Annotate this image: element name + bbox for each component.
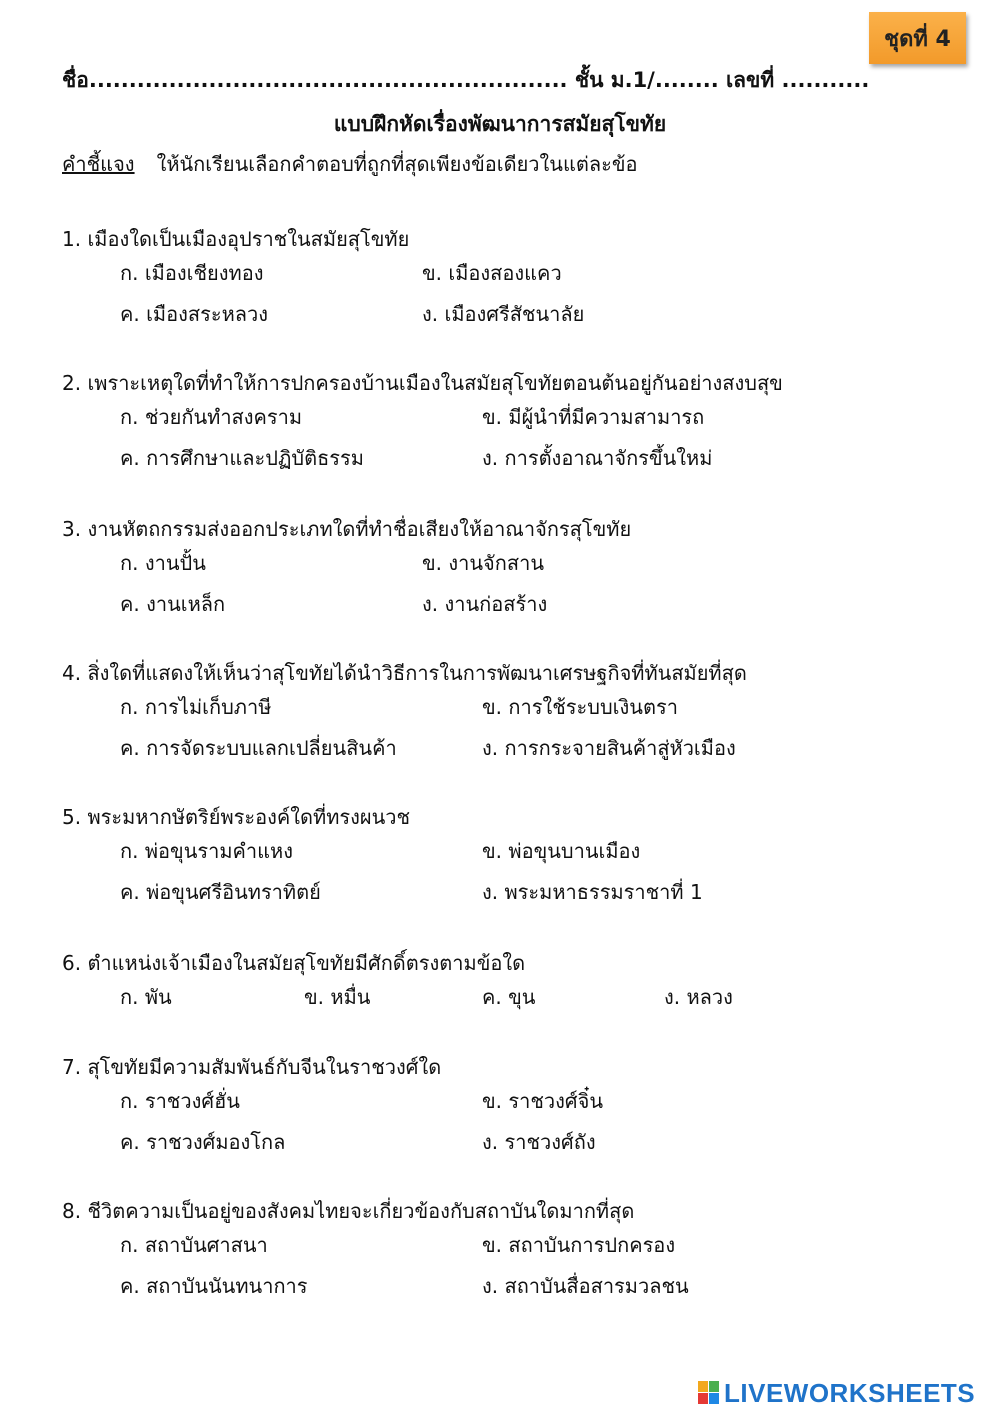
- liveworksheets-logo-text: LIVEWORKSHEETS: [724, 1377, 976, 1408]
- question-text: 3. งานหัตถกรรมส่งออกประเภทใดที่ทำชื่อเสียงให้อาณาจักรสุโขทัย: [62, 517, 632, 541]
- option-d[interactable]: ง. การตั้งอาณาจักรขึ้นใหม่: [482, 446, 713, 470]
- option-b[interactable]: ข. พ่อขุนบานเมือง: [482, 839, 641, 863]
- option-c[interactable]: ค. พ่อขุนศรีอินทราทิตย์: [120, 880, 321, 904]
- option-b[interactable]: ข. หมื่น: [304, 985, 371, 1009]
- option-c[interactable]: ค. การศึกษาและปฏิบัติธรรม: [120, 446, 364, 470]
- option-a[interactable]: ก. เมืองเชียงทอง: [120, 261, 264, 285]
- option-b[interactable]: ข. การใช้ระบบเงินตรา: [482, 695, 678, 719]
- question-1: [62, 222, 982, 338]
- option-d[interactable]: ง. สถาบันสื่อสารมวลชน: [482, 1274, 689, 1298]
- question-text: 2. เพราะเหตุใดที่ทำให้การปกครองบ้านเมืองในสมัยสุโขทัยตอนต้นอยู่กันอย่างสงบสุข: [62, 371, 783, 395]
- question-text: 7. สุโขทัยมีความสัมพันธ์กับจีนในราชวงศ์ใด: [62, 1055, 442, 1079]
- option-b[interactable]: ข. เมืองสองแคว: [422, 261, 562, 285]
- worksheet-title: แบบฝึกหัดเรื่องพัฒนาการสมัยสุโขทัย: [333, 112, 667, 136]
- option-b[interactable]: ข. งานจักสาน: [422, 551, 544, 575]
- question-5: [62, 800, 982, 916]
- student-info-line: ชื่อ............................................................ ชั้น ม.1/........ เลขที่ ...........: [62, 68, 870, 92]
- option-d[interactable]: ง. หลวง: [664, 985, 733, 1009]
- instructions: [62, 148, 638, 180]
- option-a[interactable]: ก. ช่วยกันทำสงคราม: [120, 405, 303, 429]
- question-text: 6. ตำแหน่งเจ้าเมืองในสมัยสุโขทัยมีศักดิ์ตรงตามข้อใด: [62, 951, 526, 975]
- option-c[interactable]: ค. ขุน: [482, 985, 536, 1009]
- option-d[interactable]: ง. ราชวงศ์ถัง: [482, 1130, 596, 1154]
- option-c[interactable]: ค. สถาบันนันทนาการ: [120, 1274, 308, 1298]
- question-4: [62, 656, 982, 772]
- question-7: [62, 1050, 982, 1166]
- question-text: 5. พระมหากษัตริย์พระองค์ใดที่ทรงผนวช: [62, 805, 411, 829]
- option-b[interactable]: ข. มีผู้นำที่มีความสามารถ: [482, 405, 705, 429]
- option-a[interactable]: ก. การไม่เก็บภาษี: [120, 695, 272, 719]
- option-a[interactable]: ก. ราชวงศ์ฮั่น: [120, 1089, 240, 1113]
- option-b[interactable]: ข. ราชวงศ์จิ๋น: [482, 1089, 604, 1113]
- option-b[interactable]: ข. สถาบันการปกครอง: [482, 1233, 676, 1257]
- option-d[interactable]: ง. เมืองศรีสัชนาลัย: [422, 302, 585, 326]
- option-c[interactable]: ค. ราชวงศ์มองโกล: [120, 1130, 286, 1154]
- option-d[interactable]: ง. พระมหาธรรมราชาที่ 1: [482, 880, 703, 904]
- question-2: [62, 366, 982, 482]
- option-a[interactable]: ก. งานปั้น: [120, 551, 206, 575]
- question-text: 8. ชีวิตความเป็นอยู่ของสังคมไทยจะเกี่ยวข้องกับสถาบันใดมากที่สุด: [62, 1199, 635, 1223]
- question-3: [62, 512, 982, 628]
- option-c[interactable]: ค. การจัดระบบแลกเปลี่ยนสินค้า: [120, 736, 397, 760]
- set-number-badge: ชุดที่ 4: [869, 12, 966, 64]
- question-6: [62, 946, 982, 1021]
- option-d[interactable]: ง. การกระจายสินค้าสู่หัวเมือง: [482, 736, 736, 760]
- option-c[interactable]: ค. เมืองสระหลวง: [120, 302, 269, 326]
- option-a[interactable]: ก. สถาบันศาสนา: [120, 1233, 268, 1257]
- option-a[interactable]: ก. พัน: [120, 985, 172, 1009]
- liveworksheets-logo-icon: [698, 1381, 720, 1405]
- liveworksheets-logo[interactable]: [698, 1376, 975, 1410]
- option-a[interactable]: ก. พ่อขุนรามคำแหง: [120, 839, 293, 863]
- option-c[interactable]: ค. งานเหล็ก: [120, 592, 226, 616]
- question-text: 4. สิ่งใดที่แสดงให้เห็นว่าสุโขทัยได้นำวิธีการในการพัฒนาเศรษฐกิจที่ทันสมัยที่สุด: [62, 661, 747, 685]
- question-text: 1. เมืองใดเป็นเมืองอุปราชในสมัยสุโขทัย: [62, 227, 410, 251]
- instructions-label: คำชี้แจง: [62, 152, 135, 176]
- question-8: [62, 1194, 982, 1310]
- option-d[interactable]: ง. งานก่อสร้าง: [422, 592, 548, 616]
- instructions-text: ให้นักเรียนเลือกคำตอบที่ถูกที่สุดเพียงข้อเดียวในแต่ละข้อ: [156, 152, 638, 176]
